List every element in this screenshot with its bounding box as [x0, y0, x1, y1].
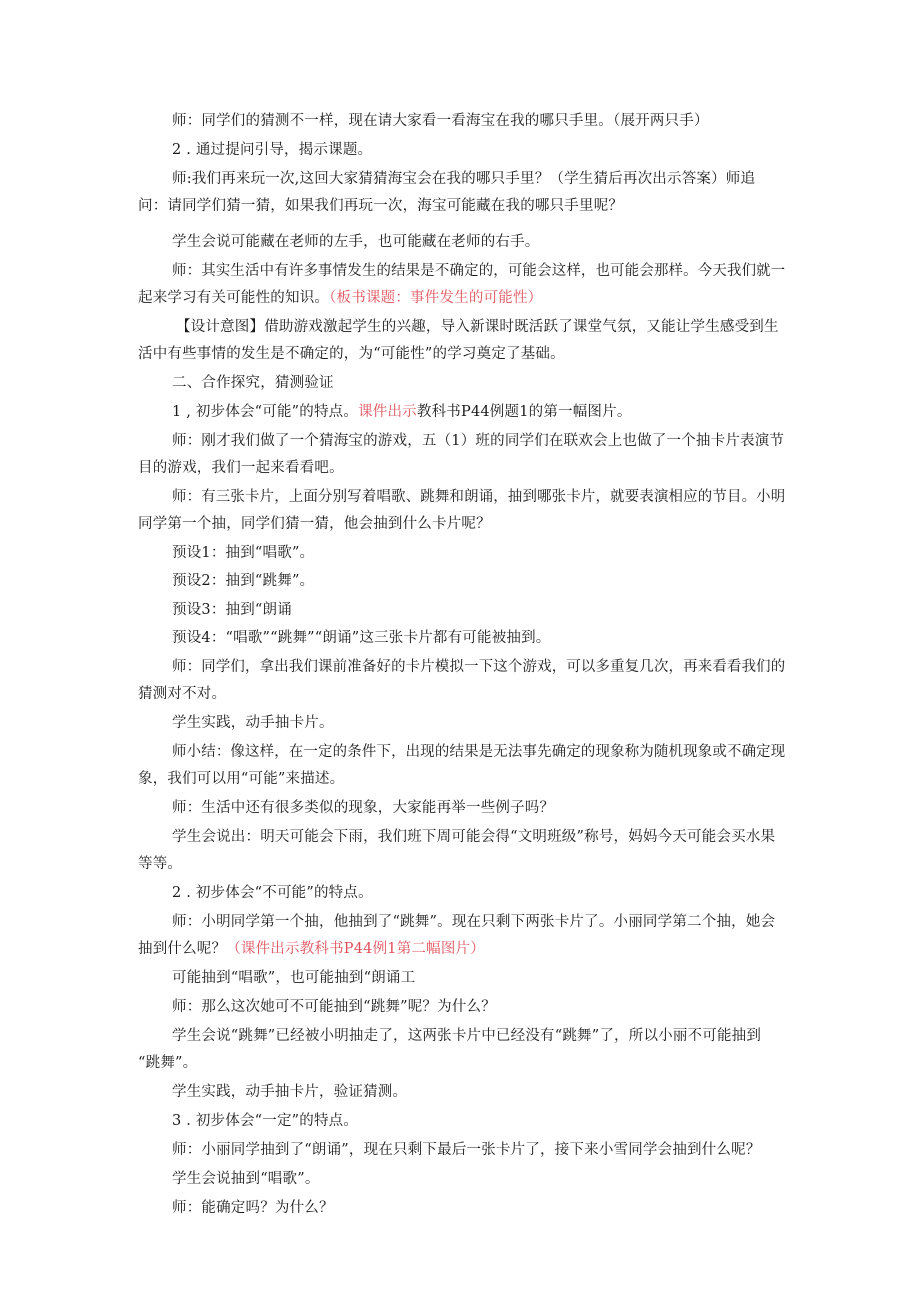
text-line: 预设4：“唱歌”“跳舞”“朗诵”这三张卡片都有可能被抽到。	[172, 630, 551, 646]
text-line: 师：有三张卡片，上面分别写着唱歌、跳舞和朗诵，抽到哪张卡片，就要表演相应的节目。小明	[172, 489, 786, 505]
text-line: 学生会说出：明天可能会下雨，我们班下周可能会得“文明班级”称号，妈妈今天可能会买水果	[172, 829, 776, 845]
courseware-note: 课件出示	[358, 404, 417, 420]
text-line: 师：那么这次她可不可能抽到“跳舞”呢？为什么？	[172, 999, 496, 1015]
text-line: 预设2：抽到“跳舞”。	[172, 573, 315, 589]
text-line: 目的游戏，我们一起来看看吧。	[138, 460, 344, 476]
text-line: 学生实践，动手抽卡片。	[172, 715, 334, 731]
text-line: 师：其实生活中有许多事情发生的结果是不确定的，可能会这样，也可能会那样。今天我们就一	[172, 263, 786, 279]
text-line: 师：同学们的猜测不一样，现在请大家看一看海宝在我的哪只手里。（展开两只手）	[172, 113, 709, 129]
text-line: 等等。	[138, 856, 183, 872]
text-line: 学生会说抽到“唱歌”。	[172, 1171, 320, 1187]
text-line: 可能抽到“唱歌”，也可能抽到“朗诵工	[172, 970, 416, 986]
text-line: 1 , 初步体会“可能”的特点。课件出示教科书P44例题1的第一幅图片。	[172, 404, 632, 420]
text-line: 同学第一个抽，同学们猜一猜，他会抽到什么卡片呢？	[138, 516, 491, 532]
text-line: 【设计意图】借助游戏激起学生的兴趣，导入新课时既活跃了课堂气氛，又能让学生感受到生	[176, 319, 779, 335]
text-line: 3 . 初步体会“一定”的特点。	[172, 1113, 359, 1129]
text-line: 学生实践，动手抽卡片，验证猜测。	[172, 1084, 408, 1100]
text-line: 师：同学们，拿出我们课前准备好的卡片模拟一下这个游戏，可以多重复几次，再来看看我们的	[172, 659, 786, 675]
text-line: 预设1：抽到“唱歌”。	[172, 545, 315, 561]
text-line: 预设3：抽到“朗诵	[172, 602, 292, 618]
text-line: 师：刚才我们做了一个猜海宝的游戏，五（1）班的同学们在联欢会上也做了一个抽卡片表演节	[172, 433, 785, 449]
text-line: 师小结：像这样，在一定的条件下，出现的结果是无法事先确定的现象称为随机现象或不确定现	[172, 744, 786, 760]
text-line: 学生会说“跳舞”已经被小明抽走了，这两张卡片中已经没有“跳舞”了，所以小丽不可能抽到	[172, 1028, 762, 1044]
text-line: 师：能确定吗？为什么？	[172, 1200, 334, 1216]
text-line: 师：生活中还有很多类似的现象，大家能再举一些例子吗？	[172, 800, 555, 816]
text-line: 2 . 通过提问引导，揭示课题。	[172, 142, 373, 158]
text-line: 猜测对不对。	[138, 686, 227, 702]
text-line: 2 . 初步体会“不可能”的特点。	[172, 885, 373, 901]
text-line: 抽到什么呢？（课件出示教科书P44例1第二幅图片）	[138, 941, 485, 957]
board-title-note: （板书课题：事件发生的可能性）	[329, 290, 543, 306]
text-line: 师：小丽同学抽到了“朗诵”，现在只剩下最后一张卡片了，接下来小雪同学会抽到什么呢？	[172, 1142, 761, 1158]
text-line: 学生会说可能藏在老师的左手，也可能藏在老师的右手。	[172, 234, 540, 250]
section-heading: 二、合作探究，猜测验证	[172, 375, 334, 391]
text-line: 象，我们可以用“可能”来描述。	[138, 771, 345, 787]
text-line: “跳舞”。	[138, 1055, 198, 1071]
text-line: 师:我们再来玩一次,这回大家猜猜海宝会在我的哪只手里？（学生猜后再次出示答案）师追	[172, 171, 756, 187]
text-line: 问：请同学们猜一猜，如果我们再玩一次，海宝可能藏在我的哪只手里呢？	[138, 198, 624, 214]
text-line: 起来学习有关可能性的知识。（板书课题：事件发生的可能性）	[138, 290, 543, 306]
text-line: 师：小明同学第一个抽，他抽到了“跳舞”。现在只剩下两张卡片了。小丽同学第二个抽，她会	[172, 914, 776, 930]
text-line: 活中有些事情的发生是不确定的，为“可能性”的学习奠定了基础。	[138, 346, 565, 362]
courseware-note: （课件出示教科书P44例1第二幅图片）	[226, 941, 485, 957]
